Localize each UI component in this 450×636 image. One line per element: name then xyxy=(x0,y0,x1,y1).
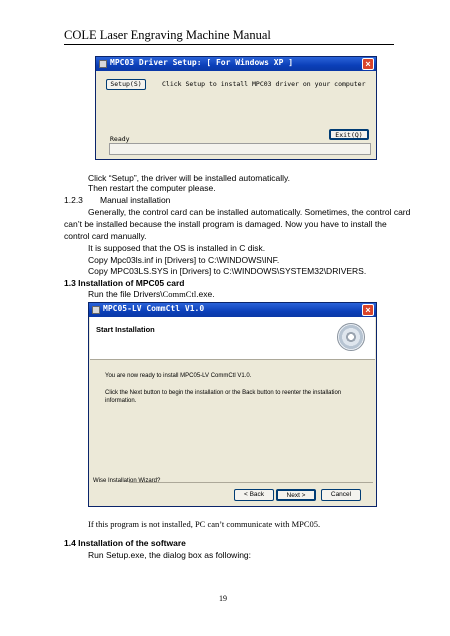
cd-icon xyxy=(337,323,365,351)
paragraph-line: control card manually. xyxy=(64,231,147,241)
section-heading: 1.3 Installation of MPC05 card xyxy=(64,278,185,288)
title-bar[interactable] xyxy=(89,303,376,317)
exit-button[interactable]: Exit(Q) xyxy=(329,129,369,140)
paragraph-line: Generally, the control card can be installed automatically. Sometimes, the control card xyxy=(88,207,411,217)
page-number: 19 xyxy=(219,594,227,603)
status-bar xyxy=(109,143,371,155)
run-instruction xyxy=(88,288,215,300)
setup-button[interactable]: Setup(S) xyxy=(106,79,146,90)
separator xyxy=(129,482,373,483)
app-icon xyxy=(92,306,100,314)
close-button[interactable]: × xyxy=(362,58,374,70)
header-title: COLE Laser Engraving Machine Manual xyxy=(64,28,271,42)
status-label: Ready xyxy=(110,135,130,143)
text-line: Then restart the computer please. xyxy=(88,183,216,193)
window-title: MPC05-LV CommCtl V1.0 xyxy=(103,304,205,313)
instruction-line: Click the Next button to begin the installation or the Back button to reenter the installation xyxy=(105,390,342,396)
text-line: Click “Setup”, the driver will be installed automatically. xyxy=(88,173,291,183)
run-suffix: .exe. xyxy=(196,289,215,299)
wizard-brand: Wise Installation Wizard? xyxy=(93,478,161,484)
close-button[interactable]: × xyxy=(362,304,374,316)
section-number: 1.2.3 xyxy=(64,195,83,205)
run-instruction: Run Setup.exe, the dialog box as following: xyxy=(88,550,252,560)
setup-instruction: Click Setup to install MPC03 driver on your computer xyxy=(162,80,366,88)
next-button[interactable]: Next > xyxy=(276,489,316,501)
instruction-text xyxy=(105,389,345,405)
mpc03-setup-dialog xyxy=(95,56,377,160)
paragraph-line: can’t be installed because the install program is damaged. Now you have to install the xyxy=(64,219,387,229)
copy-instruction: Copy Mpc03ls.inf in [Drivers] to C:\WINDOWS\INF. xyxy=(88,255,280,265)
header-panel xyxy=(90,317,375,360)
warning-note: If this program is not installed, PC can’t communicate with MPC05. xyxy=(88,519,321,529)
title-bar[interactable] xyxy=(96,57,376,71)
wizard-step-title: Start Installation xyxy=(96,325,155,334)
back-button[interactable]: < Back xyxy=(234,489,274,501)
os-note: It is supposed that the OS is installed in C disk. xyxy=(88,243,266,253)
window-title: MPC03 Driver Setup: [ For Windows XP ] xyxy=(110,58,294,67)
run-prefix: Run the file Drivers\ xyxy=(88,289,163,299)
header-rule xyxy=(64,44,394,45)
ready-text: You are now ready to install MPC05-LV CommCtl V1.0. xyxy=(105,373,252,379)
section-title: Manual installation xyxy=(100,195,171,205)
cancel-button[interactable]: Cancel xyxy=(321,489,361,501)
copy-instruction: Copy MPC03LS.SYS in [Drivers] to C:\WINDOWS\SYSTEM32\DRIVERS. xyxy=(88,266,367,276)
run-file: CommCtl xyxy=(162,289,197,299)
mpc05-install-dialog xyxy=(88,302,377,507)
app-icon xyxy=(99,60,107,68)
instruction-line: information. xyxy=(105,398,137,404)
section-heading: 1.4 Installation of the software xyxy=(64,538,186,548)
